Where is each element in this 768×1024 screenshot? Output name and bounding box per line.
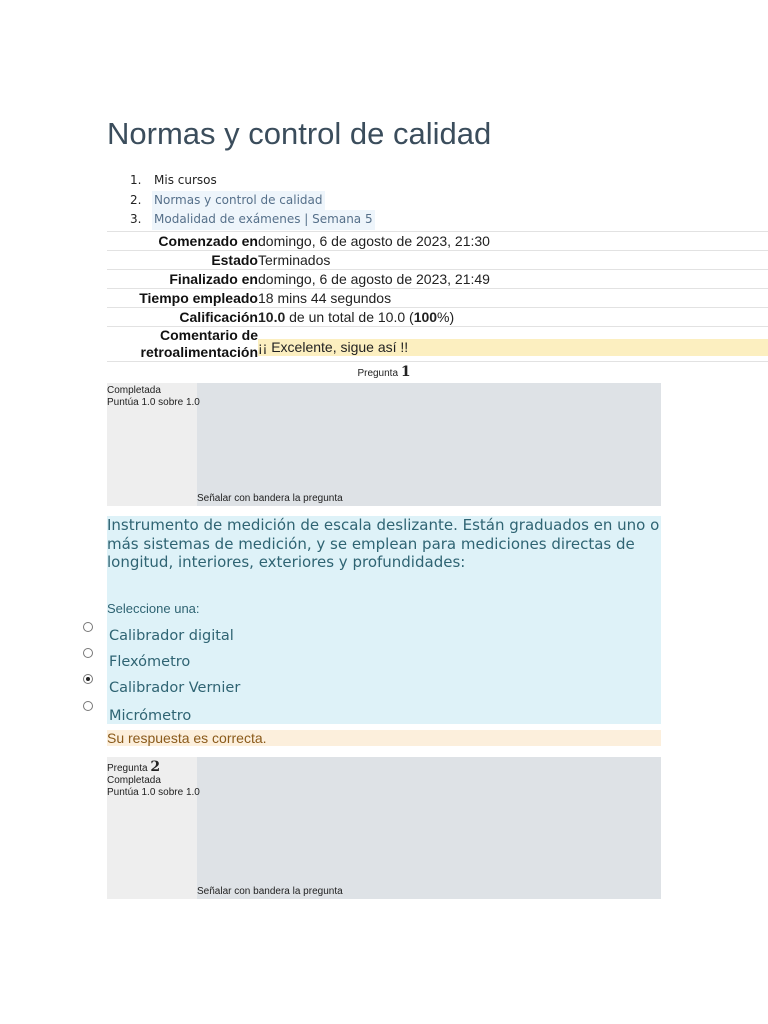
question-score: Puntúa 1.0 sobre 1.0 [107, 787, 200, 798]
summary-row-state [107, 250, 768, 269]
grade-value [258, 308, 454, 326]
state-label: Estado [211, 252, 258, 268]
question-number: 2 [150, 759, 161, 775]
grade-total: de un total de 10.0 ( [285, 309, 414, 325]
time-value: 18 mins 44 segundos [258, 290, 392, 306]
feedback-value: ¡¡ Excelente, sigue así !! [258, 339, 768, 356]
radio-button[interactable] [83, 622, 93, 632]
feedback-label-line1: Comentario de [159, 327, 258, 343]
answer-label[interactable]: Calibrador digital [109, 628, 234, 644]
flag-question-link[interactable]: Señalar con bandera la pregunta [197, 886, 343, 897]
feedback-label [107, 327, 258, 361]
question-number: 1 [400, 364, 411, 380]
breadcrumb-item-courses[interactable] [130, 171, 375, 191]
summary-row-finished [107, 269, 768, 288]
question-state: Completada [107, 775, 161, 786]
question-status [107, 385, 200, 409]
question-label: Pregunta [357, 368, 399, 379]
answer-label[interactable]: Flexómetro [109, 654, 191, 670]
breadcrumb-number: 2. [130, 192, 142, 207]
summary-row-feedback [107, 326, 768, 362]
grade-label: Calificación [179, 309, 258, 325]
radio-button-selected[interactable] [83, 674, 93, 684]
grade-percent: 100 [413, 309, 438, 325]
breadcrumb-number: 3. [130, 212, 142, 226]
question-1-header [107, 362, 661, 384]
question-score: Puntúa 1.0 sobre 1.0 [107, 397, 200, 408]
feedback-label-line2: retroalimentación [140, 344, 258, 360]
breadcrumb [130, 171, 375, 230]
question-1-info [107, 383, 661, 506]
summary-row-time [107, 288, 768, 307]
breadcrumb-item-exam[interactable] [130, 210, 375, 230]
question-stem: Instrumento de medición de escala deslizante. Están graduados en uno o más sistemas de medición, y se emplean para mediciones directas de longitud, interiores, exteriores y profundidades: [107, 516, 660, 571]
state-value: Terminados [258, 252, 331, 268]
radio-button[interactable] [83, 701, 93, 711]
breadcrumb-link-my-courses[interactable]: Mis cursos [154, 173, 217, 187]
page-title: Normas y control de calidad [107, 116, 492, 151]
answer-option-3[interactable] [83, 672, 661, 694]
question-2-info [107, 757, 661, 899]
answer-option-1[interactable] [83, 620, 661, 642]
answer-option-4[interactable] [83, 699, 661, 724]
summary-row-started [107, 231, 768, 250]
answer-prompt: Seleccione una: [107, 601, 200, 616]
answer-label[interactable]: Calibrador Vernier [109, 680, 241, 696]
answer-feedback: Su respuesta es correcta. [107, 730, 661, 746]
summary-row-grade [107, 307, 768, 326]
answer-label[interactable]: Micrómetro [109, 708, 192, 724]
finished-label: Finalizado en [169, 271, 258, 287]
question-header [107, 761, 200, 775]
grade-percent-suffix: %) [437, 309, 455, 325]
breadcrumb-item-course[interactable] [130, 191, 375, 211]
time-label: Tiempo empleado [139, 290, 258, 306]
flag-question-link[interactable]: Señalar con bandera la pregunta [197, 493, 343, 504]
grade-score: 10.0 [258, 309, 286, 325]
question-state: Completada [107, 385, 161, 396]
question-label: Pregunta [107, 763, 148, 774]
answer-option-2[interactable] [83, 646, 661, 668]
breadcrumb-link-exam[interactable]: Modalidad de exámenes | Semana 5 [152, 210, 375, 230]
started-label: Comenzado en [158, 233, 258, 249]
breadcrumb-link-course[interactable]: Normas y control de calidad [152, 191, 325, 211]
attempt-summary-table [107, 231, 768, 362]
question-status [107, 761, 200, 799]
finished-value: domingo, 6 de agosto de 2023, 21:49 [258, 271, 490, 287]
started-value: domingo, 6 de agosto de 2023, 21:30 [258, 233, 490, 249]
breadcrumb-number: 1. [130, 173, 142, 187]
radio-button[interactable] [83, 648, 93, 658]
